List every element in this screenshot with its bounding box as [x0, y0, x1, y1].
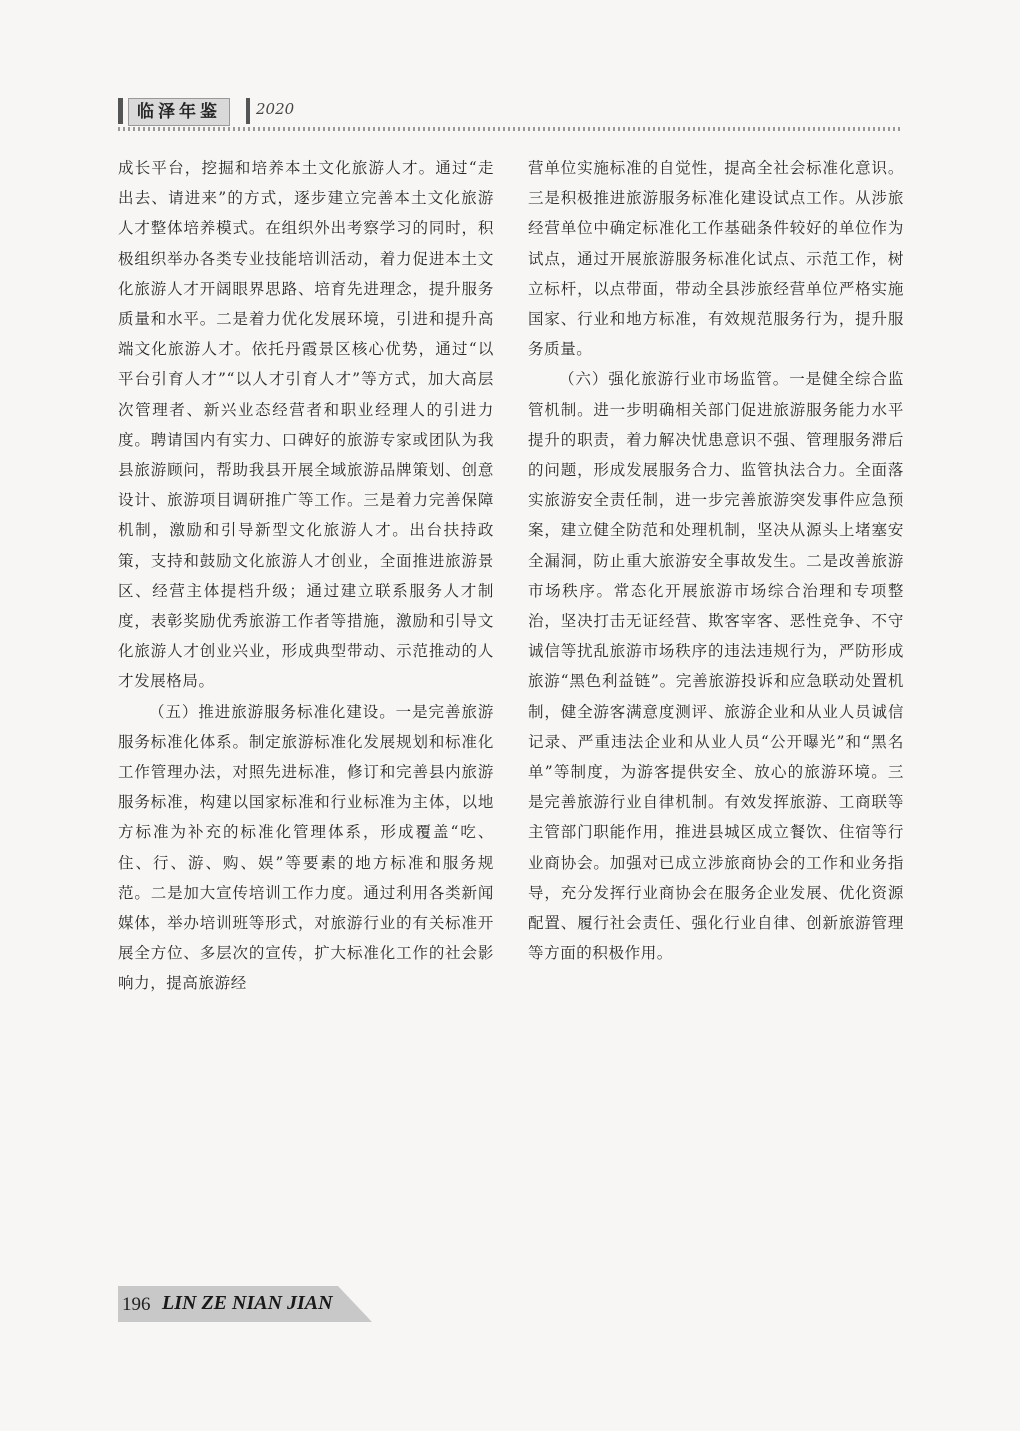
right-column	[528, 153, 904, 968]
paragraph: 营单位实施标准的自觉性，提高全社会标准化意识。三是积极推进旅游服务标准化建设试点工作。从涉旅经营单位中确定标准化工作基础条件较好的单位作为试点，通过开展旅游服务标准化试点、示范工作，树立标杆，以点带面，带动全县涉旅经营单位严格实施国家、行业和地方标准，有效规范服务行为，提升服务质量。	[528, 159, 904, 359]
header-left-bar	[118, 98, 123, 124]
yearbook-title: 临泽年鉴	[128, 98, 230, 126]
page-number: 196	[122, 1294, 151, 1315]
paragraph: 成长平台，挖掘和培养本土文化旅游人才。通过“走出去、请进来”的方式，逐步建立完善本土文化旅游人才整体培养模式。在组织外出考察学习的同时，积极组织举办各类专业技能培训活动，着力促进本土文化旅游人才开阔眼界思路、培育先进理念，提升服务质量和水平。二是着力优化发展环境，引进和提升高端文化旅游人才。依托丹霞景区核心优势，通过“以平台引育人才”“以人才引育人才”等方式，加大高层次管理者、新兴业态经营者和职业经理人的引进力度。聘请国内有实力、口碑好的旅游专家或团队为我县旅游顾问，帮助我县开展全域旅游品牌策划、创意设计、旅游项目调研推广等工作。三是着力完善保障机制，激励和引导新型文化旅游人才。出台扶持政策，支持和鼓励文化旅游人才创业，全面推进旅游景区、经营主体提档升级；通过建立联系服务人才制度，表彰奖励优秀旅游工作者等措施，激励和引导文化旅游人才创业兴业，形成典型带动、示范推动的人才发展格局。	[118, 159, 494, 691]
running-header	[118, 98, 902, 130]
yearbook-year: 2020	[256, 100, 295, 118]
header-decorative-rule	[118, 127, 902, 131]
header-divider-bar	[246, 98, 250, 124]
journal-name: LIN ZE NIAN JIAN	[162, 1292, 333, 1314]
left-column	[118, 153, 494, 999]
paragraph-section-five: （五）推进旅游服务标准化建设。一是完善旅游服务标准化体系。制定旅游标准化发展规划和标准化工作管理办法，对照先进标准，修订和完善县内旅游服务标准，构建以国家标准和行业标准为主体，以地方标准为补充的标准化管理体系，形成覆盖“吃、住、行、游、购、娱”等要素的地方标准和服务规范。二是加大宣传培训工作力度。通过利用各类新闻媒体，举办培训班等形式，对旅游行业的有关标准开展全方位、多层次的宣传，扩大标准化工作的社会影响力，提高旅游经	[118, 702, 494, 993]
paragraph-section-six: （六）强化旅游行业市场监管。一是健全综合监管机制。进一步明确相关部门促进旅游服务能力水平提升的职责，着力解决忧患意识不强、管理服务滞后的问题，形成发展服务合力、监管执法合力。全面落实旅游安全责任制，进一步完善旅游突发事件应急预案，建立健全防范和处理机制，坚决从源头上堵塞安全漏洞，防止重大旅游安全事故发生。二是改善旅游市场秩序。常态化开展旅游市场综合治理和专项整治，坚决打击无证经营、欺客宰客、恶性竞争、不守诚信等扰乱旅游市场秩序的违法违规行为，严防形成旅游“黑色利益链”。完善旅游投诉和应急联动处置机制，健全游客满意度测评、旅游企业和从业人员诚信记录、严重违法企业和从业人员“公开曝光”和“黑名单”等制度，为游客提供安全、放心的旅游环境。三是完善旅游行业自律机制。有效发挥旅游、工商联等主管部门职能作用，推进县城区成立餐饮、住宿等行业商协会。加强对已成立涉旅商协会的工作和业务指导，充分发挥行业商协会在服务企业发展、优化资源配置、履行社会责任、强化行业自律、创新旅游管理等方面的积极作用。	[528, 370, 904, 963]
